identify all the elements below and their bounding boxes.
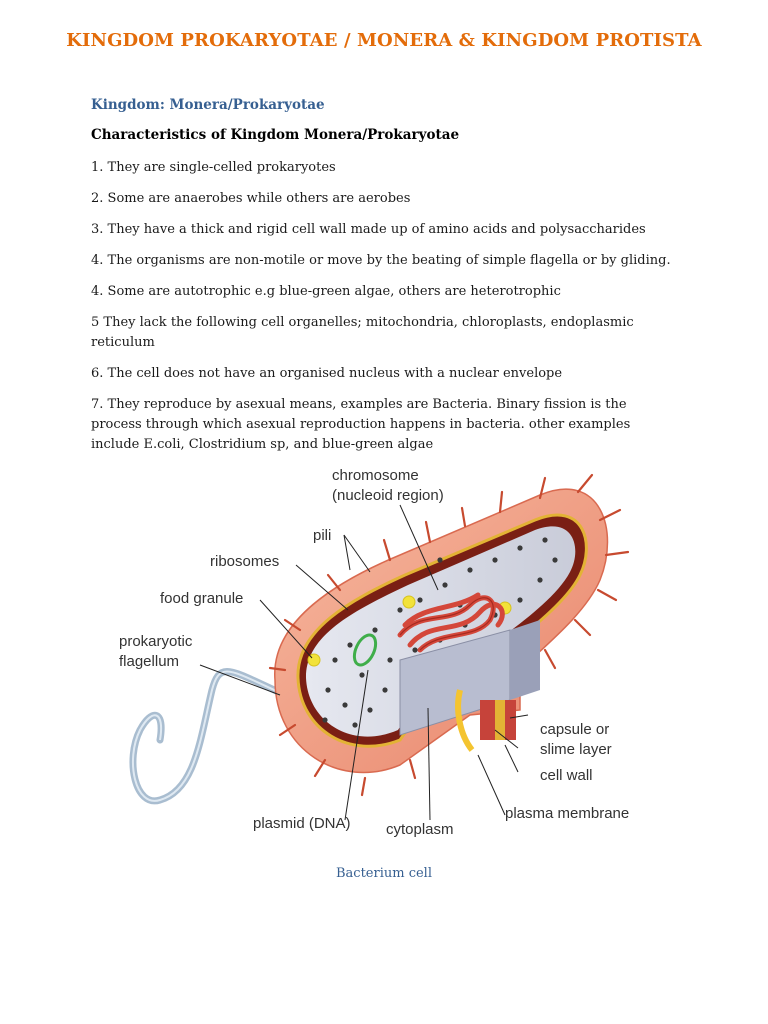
- bacterium-illustration: [100, 460, 660, 855]
- label-cytoplasm: cytoplasm: [386, 821, 454, 838]
- list-item: [91, 220, 691, 240]
- label-flagellum-line2: flagellum: [119, 653, 180, 670]
- label-ribosomes: ribosomes: [210, 553, 280, 570]
- page-title: KINGDOM PROKARYOTAE / MONERA & KINGDOM PROTISTA: [66, 30, 702, 51]
- label-flagellum-line1: prokaryotic: [119, 633, 193, 650]
- label-chromosome: chromosome: [332, 467, 419, 484]
- characteristics-list: [91, 158, 691, 466]
- list-item-text: 4. The organisms are non-motile or move by the beating of simple flagella or by gliding.: [91, 253, 671, 268]
- list-item: [91, 395, 691, 455]
- flagellum: [133, 671, 285, 800]
- kingdom-heading: Kingdom: Monera/Prokaryotae: [91, 97, 325, 113]
- list-item-text: reticulum: [91, 335, 155, 350]
- list-item: [91, 313, 691, 353]
- figure-caption: Bacterium cell: [336, 866, 432, 881]
- list-item: [91, 189, 691, 209]
- list-item-text: 3. They have a thick and rigid cell wall made up of amino acids and polysaccharides: [91, 222, 646, 237]
- label-nucleoid: (nucleoid region): [332, 487, 444, 504]
- label-capsule-line1: capsule or: [540, 721, 610, 738]
- label-cell-wall: cell wall: [540, 767, 593, 784]
- list-item-text: 5 They lack the following cell organelles; mitochondria, chloroplasts, endoplasmic: [91, 315, 634, 330]
- list-item: [91, 364, 691, 384]
- label-pili: pili: [313, 527, 332, 544]
- label-capsule-line2: slime layer: [540, 741, 612, 758]
- list-item-text: 4. Some are autotrophic e.g blue-green algae, others are heterotrophic: [91, 284, 561, 299]
- list-item: [91, 282, 691, 302]
- list-item-text: 7. They reproduce by asexual means, examples are Bacteria. Binary fission is the: [91, 397, 627, 412]
- characteristics-heading: Characteristics of Kingdom Monera/Prokaryotae: [91, 127, 460, 143]
- label-food-granule: food granule: [160, 590, 244, 607]
- list-item: [91, 251, 691, 271]
- bacterium-diagram: [100, 460, 660, 855]
- list-item-text: 1. They are single-celled prokaryotes: [91, 160, 336, 175]
- list-item-text: 6. The cell does not have an organised nucleus with a nuclear envelope: [91, 366, 563, 381]
- list-item: [91, 158, 691, 178]
- list-item-text: include E.coli, Clostridium sp, and blue-green algae: [91, 437, 434, 452]
- label-plasmid: plasmid (DNA): [253, 815, 351, 832]
- list-item-text: 2. Some are anaerobes while others are aerobes: [91, 191, 411, 206]
- label-plasma-membrane: plasma membrane: [505, 805, 630, 822]
- list-item-text: process through which asexual reproduction happens in bacteria. other examples: [91, 417, 631, 432]
